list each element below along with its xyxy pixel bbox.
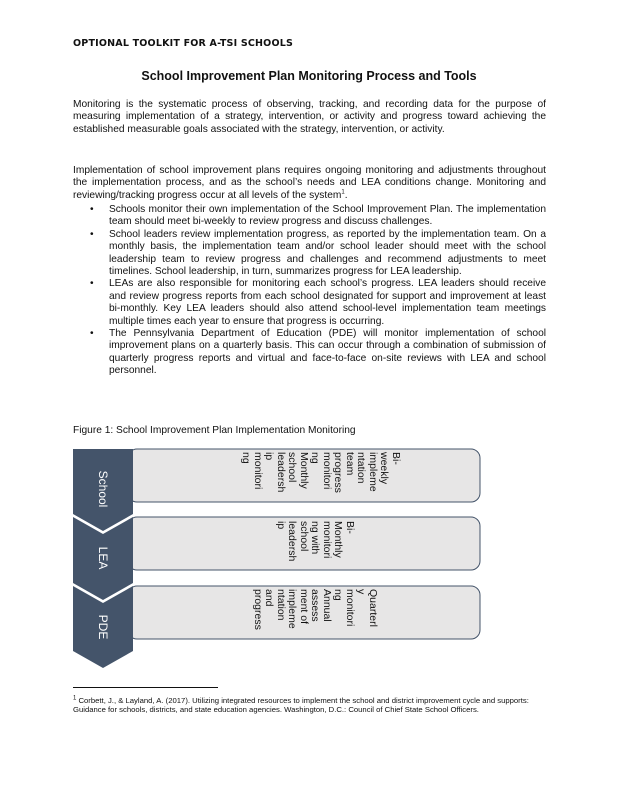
box-text-line: impleme — [286, 589, 299, 629]
intro-paragraph: Monitoring is the systematic process of observing, tracking, and recording data for the purpose of measuring implementation of a strategy, intervention, or activity and progress toward achieving the established measurable goals associated with the strategy, intervention, or activity. — [73, 99, 546, 135]
school-box-text — [240, 452, 401, 493]
footnote-reference[interactable]: 1 — [341, 189, 345, 196]
box-text-line: leadersh — [275, 452, 287, 493]
box-text-line: leadersh — [286, 521, 299, 562]
lea-label: LEA — [96, 546, 110, 570]
footnote-marker: 1 — [73, 695, 77, 702]
box-text-line: monitori — [344, 589, 356, 627]
implementation-paragraph: Implementation of school improvement plans requires ongoing monitoring and adjustments throughout the implementation process, and as the school’s needs and LEA conditions change. Monitoring and reviewing/tracking progress occur at all levels of the system$^1$. — [73, 165, 546, 201]
box-text-line: ment of — [298, 589, 310, 625]
box-text-line: ntation — [275, 589, 287, 621]
box-text-line: progress — [332, 452, 345, 493]
implementation-paragraph-text: Implementation of school improvement plans requires ongoing monitoring and adjustments throughout the implementation process, and as the school’s needs and LEA conditions change. Monitoring and reviewing/tracking progress occur at all levels of the system — [73, 165, 546, 201]
school-label: School — [96, 470, 110, 508]
box-text-line: Monthly — [332, 521, 345, 558]
footnote-text: Corbett, J., & Layland, A. (2017). Utilizing integrated resources to implement the school and district improvement cycle and supports: Guidance for schools, districts, and state education agencies. Washington, D.C.: Council of Chief State School Officers. — [73, 696, 529, 715]
box-text-line: progress — [252, 589, 264, 630]
box-text-line: assess — [309, 589, 322, 622]
box-text-line: Annual — [321, 589, 333, 622]
footnote-divider — [73, 687, 218, 688]
box-text-line: and — [263, 589, 276, 607]
list-item: • LEAs are also responsible for monitoring each school’s progress. LEA leaders should receive and review progress reports from each school designated for support and improvement at least bi-monthly. Key LEA leaders should also attend school-level implementation team meetings multiple times each year to ensure that progress is occurring. — [73, 278, 546, 328]
box-text-line: Bi- — [390, 452, 402, 465]
box-text-line: Quarterl — [367, 589, 379, 627]
page-title: School Improvement Plan Monitoring Process and Tools — [141, 69, 477, 83]
box-text-line: school — [286, 452, 299, 483]
box-text-line: monitori — [252, 452, 264, 490]
box-text-line: ng — [240, 452, 253, 464]
list-item: • Schools monitor their own implementation of the School Improvement Plan. The implementation team should meet bi-weekly to review progress and discuss challenges. — [73, 204, 546, 229]
document-header: OPTIONAL TOOLKIT FOR A-TSI SCHOOLS — [73, 38, 294, 49]
box-text-line: ip — [263, 452, 276, 461]
pde-label: PDE — [96, 614, 110, 640]
box-text-line: monitori — [321, 452, 333, 490]
box-text-line: y — [355, 589, 368, 595]
box-text-line: Bi- — [344, 521, 356, 534]
box-text-line: ng — [332, 589, 345, 601]
lea-box-text — [275, 521, 356, 561]
box-text-line: ip — [275, 521, 287, 530]
box-text-line: monitori — [321, 521, 333, 559]
list-item: • School leaders review implementation progress, as reported by the implementation team. On a monthly basis, the implementation team and/or school leader should meet with the school leadership team to review progress and challenges and recommend adjustments to meet timelines. School leadership, in turn, summarizes progress for LEA leadership. — [73, 229, 546, 279]
box-text-line: ng — [309, 452, 322, 464]
box-text-line: school — [298, 521, 310, 552]
pde-box-text — [252, 589, 379, 630]
box-text-line: team — [344, 452, 356, 476]
box-text-line: Monthly — [298, 452, 310, 489]
box-text-line: ntation — [355, 452, 368, 484]
list-item: • The Pennsylvania Department of Education (PDE) will monitor implementation of school improvement plans on a quarterly basis. This can occur through a combination of submission of quarterly progress reports and virtual and face-to-face on-site reviews with LEA and school personnel. — [73, 328, 546, 378]
figure-caption: Figure 1: School Improvement Plan Implementation Monitoring — [73, 425, 356, 436]
footnote — [73, 696, 543, 714]
box-text-line: impleme — [367, 452, 379, 492]
box-text-line: ng with — [309, 521, 322, 555]
box-text-line: weekly — [378, 452, 391, 485]
